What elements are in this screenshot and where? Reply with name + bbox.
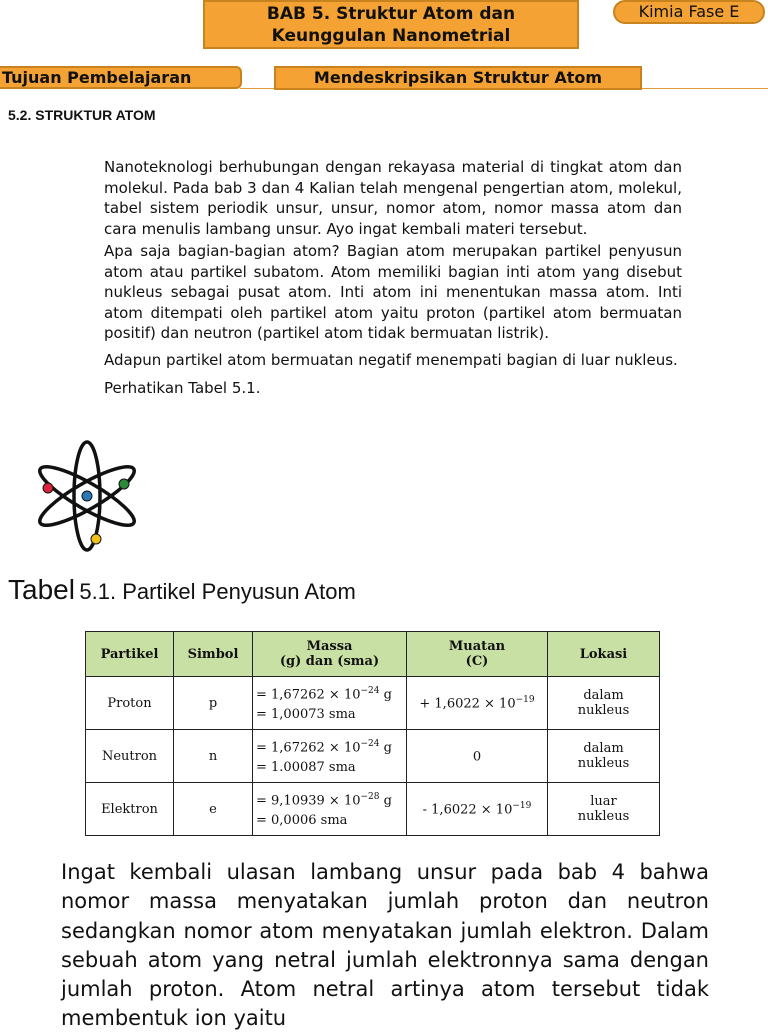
cell-lokasi bbox=[548, 783, 660, 836]
lokasi-line-1: dalam bbox=[583, 688, 624, 703]
cell-lokasi bbox=[548, 730, 660, 783]
cell-simbol: n bbox=[174, 730, 253, 783]
charge-exponent: −19 bbox=[515, 694, 535, 705]
charge-value: - 1,6022 × 10 bbox=[422, 802, 513, 818]
header-massa-line-1: Massa bbox=[306, 639, 353, 654]
cell-partikel: Elektron bbox=[86, 783, 174, 836]
atom-icon bbox=[34, 440, 140, 556]
intro-text bbox=[104, 157, 682, 404]
subject-badge: Kimia Fase E bbox=[613, 0, 765, 24]
cell-lokasi bbox=[548, 677, 660, 730]
table-row bbox=[86, 783, 660, 836]
electron-yellow-icon bbox=[91, 534, 101, 544]
header-partikel: Partikel bbox=[86, 632, 174, 677]
cell-muatan bbox=[407, 783, 548, 836]
cell-simbol: p bbox=[174, 677, 253, 730]
electron-red-icon bbox=[43, 483, 53, 493]
chapter-title-box bbox=[203, 0, 579, 49]
electron-green-icon bbox=[119, 479, 129, 489]
cell-massa bbox=[253, 730, 407, 783]
lokasi-line-2: nukleus bbox=[577, 756, 630, 771]
lokasi-line-2: nukleus bbox=[577, 703, 630, 718]
mass-g-exponent: −24 bbox=[360, 685, 380, 696]
nucleus-icon bbox=[82, 491, 92, 501]
header-massa-line-2: (g) dan (sma) bbox=[279, 654, 380, 669]
cell-muatan bbox=[407, 730, 548, 783]
table-header-row bbox=[86, 632, 660, 677]
learning-goal-label: Tujuan Pembelajaran bbox=[0, 66, 242, 89]
table-caption-title: 5.1. Partikel Penyusun Atom bbox=[79, 579, 356, 604]
cell-massa bbox=[253, 677, 407, 730]
table-row bbox=[86, 677, 660, 730]
table-row bbox=[86, 730, 660, 783]
header-muatan bbox=[407, 632, 548, 677]
lokasi-line-1: dalam bbox=[583, 741, 624, 756]
intro-paragraph: Adapun partikel atom bermuatan negatif menempati bagian di luar nukleus. Perhatikan Tabel 5.1. bbox=[104, 350, 678, 397]
intro-paragraph: Nanoteknologi berhubungan dengan rekayasa material di tingkat atom dan molekul. Pada bab 3 dan 4 Kalian telah mengenal pengertian atom, molekul, tabel sistem periodik unsur, unsur, nomor atom, nomor massa atom dan cara menulis lambang unsur. Ayo ingat kembali materi tersebut. bbox=[104, 158, 682, 238]
chapter-title-line-2: Keunggulan Nanometrial bbox=[271, 25, 511, 46]
cell-partikel: Neutron bbox=[86, 730, 174, 783]
lokasi-line-2: nukleus bbox=[577, 809, 630, 824]
cell-simbol: e bbox=[174, 783, 253, 836]
charge-exponent: −19 bbox=[512, 800, 532, 811]
mass-g-unit: g bbox=[379, 793, 392, 809]
mass-g-unit: g bbox=[379, 687, 392, 703]
header-muatan-line-1: Muatan bbox=[448, 639, 506, 654]
table-caption bbox=[8, 574, 356, 606]
header-massa bbox=[253, 632, 407, 677]
particles-table bbox=[85, 631, 660, 836]
learning-goal-text: Mendeskripsikan Struktur Atom bbox=[274, 66, 642, 90]
chapter-title-line-1: BAB 5. Struktur Atom dan bbox=[266, 3, 516, 24]
mass-g: = 1,67262 × 10 bbox=[256, 740, 361, 756]
header-simbol: Simbol bbox=[174, 632, 253, 677]
header-lokasi: Lokasi bbox=[548, 632, 660, 677]
charge-value: + 1,6022 × 10 bbox=[419, 696, 516, 712]
mass-g-unit: g bbox=[379, 740, 392, 756]
mass-g-exponent: −28 bbox=[360, 791, 380, 802]
cell-partikel: Proton bbox=[86, 677, 174, 730]
mass-g: = 9,10939 × 10 bbox=[256, 793, 361, 809]
mass-sma: = 0,0006 sma bbox=[256, 813, 348, 829]
table-caption-word: Tabel bbox=[8, 574, 75, 605]
mass-g-exponent: −24 bbox=[360, 738, 380, 749]
cell-muatan bbox=[407, 677, 548, 730]
charge-value: 0 bbox=[472, 749, 482, 765]
header-muatan-line-2: (C) bbox=[465, 654, 489, 669]
mass-g: = 1,67262 × 10 bbox=[256, 687, 361, 703]
intro-paragraph: Apa saja bagian-bagian atom? Bagian atom merupakan partikel penyusun atom atau partikel subatom. Atom memiliki bagian inti atom yang disebut nukleus sebagai pusat atom. Inti atom ini menentukan massa atom. Inti atom ditempati oleh partikel atom yaitu proton (partikel atom bermuatan positif) dan neutron (partikel atom tidak bermuatan listrik). bbox=[104, 242, 682, 342]
closing-paragraph: Ingat kembali ulasan lambang unsur pada bab 4 bahwa nomor massa menyatakan jumlah proton dan neutron sedangkan nomor atom menyatakan jumlah elektron. Dalam sebuah atom yang netral jumlah elektronnya sama dengan jumlah proton. Atom netral artinya atom tersebut tidak membentuk ion yaitu bbox=[61, 860, 709, 1031]
lokasi-line-1: luar bbox=[590, 794, 617, 809]
mass-sma: = 1,00073 sma bbox=[256, 707, 356, 723]
cell-massa bbox=[253, 783, 407, 836]
mass-sma: = 1.00087 sma bbox=[256, 760, 356, 776]
section-title: 5.2. STRUKTUR ATOM bbox=[8, 107, 156, 123]
